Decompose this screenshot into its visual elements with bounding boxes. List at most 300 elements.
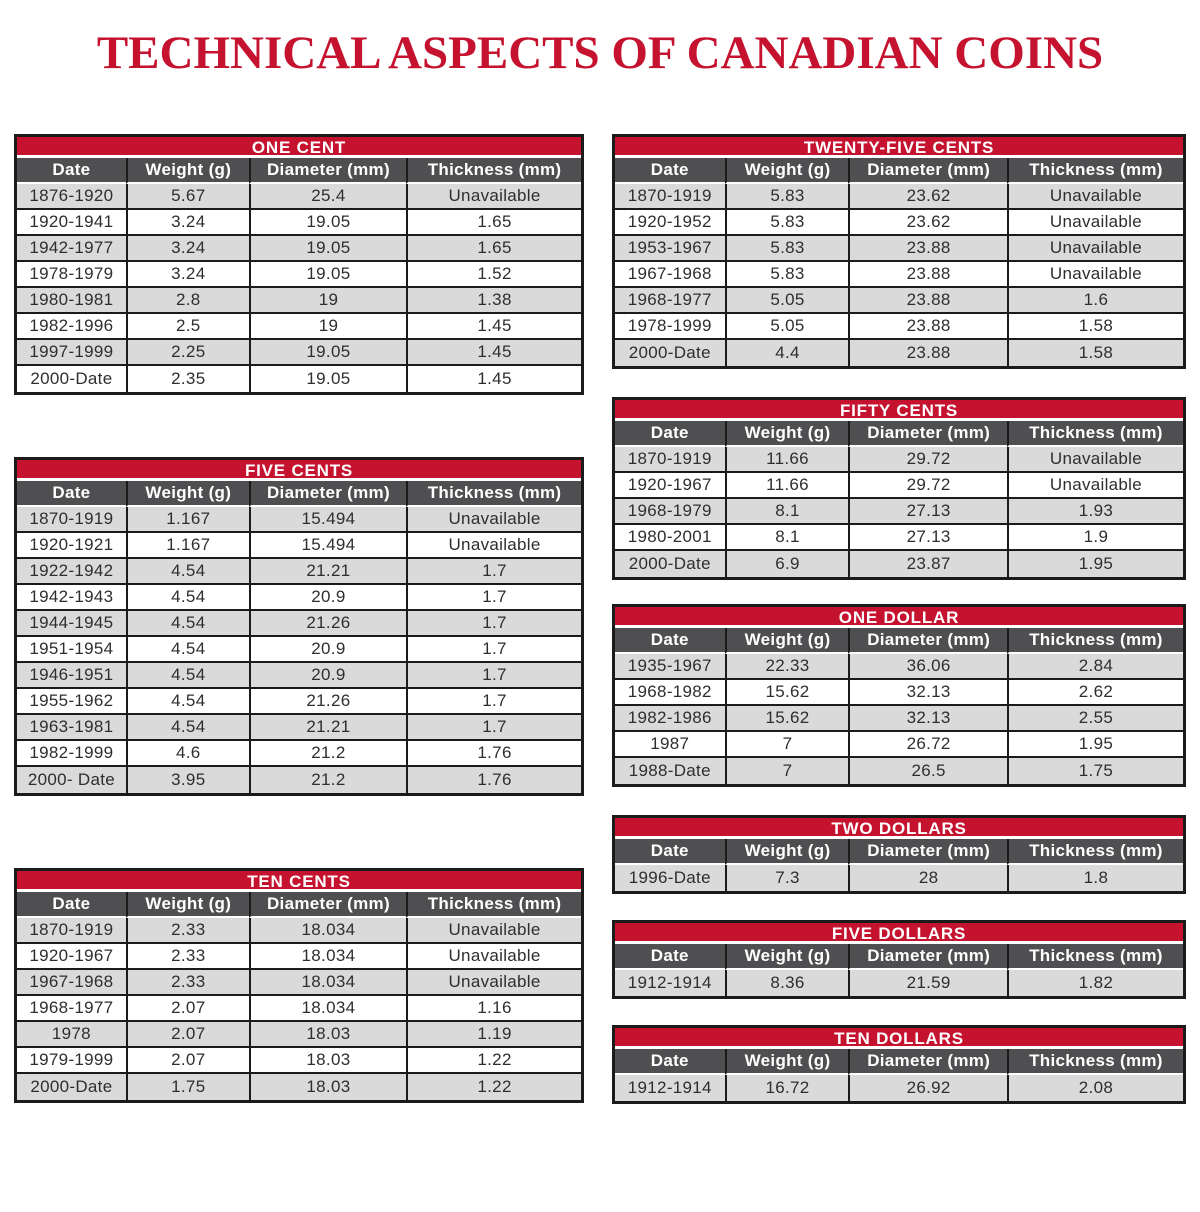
cell: 1980-1981 [17, 288, 126, 314]
cell: 1.82 [1007, 970, 1183, 996]
cell: 2.33 [126, 944, 249, 970]
cell: 7 [725, 758, 849, 784]
column-header: Thickness (mm) [406, 481, 581, 507]
column-header: Thickness (mm) [406, 158, 581, 184]
cell: 1.8 [1007, 865, 1183, 891]
cell: 1988-Date [615, 758, 725, 784]
cell: 1.19 [406, 1022, 581, 1048]
cell: 18.03 [249, 1048, 406, 1074]
table-row [17, 611, 581, 637]
table-row [17, 533, 581, 559]
cell: 1997-1999 [17, 340, 126, 366]
cell: 18.034 [249, 996, 406, 1022]
table-row [615, 314, 1183, 340]
table-row [615, 262, 1183, 288]
table-row [615, 340, 1183, 366]
table-row [615, 706, 1183, 732]
column-header: Weight (g) [126, 892, 249, 918]
cell: Unavailable [406, 918, 581, 944]
table-row [17, 585, 581, 611]
coin-table-one-dollar [612, 604, 1186, 787]
data-table [17, 892, 581, 1100]
cell: 15.62 [725, 680, 849, 706]
column-header: Thickness (mm) [1007, 1049, 1183, 1075]
table-row [615, 865, 1183, 891]
table-row [17, 996, 581, 1022]
cell: 21.59 [848, 970, 1006, 996]
table-row [17, 288, 581, 314]
cell: Unavailable [1007, 210, 1183, 236]
cell: 1.58 [1007, 314, 1183, 340]
cell: 1.7 [406, 637, 581, 663]
cell: 4.54 [126, 689, 249, 715]
cell: 15.62 [725, 706, 849, 732]
coin-table-fifty-cents [612, 397, 1186, 580]
table-row [17, 1022, 581, 1048]
cell: 4.54 [126, 611, 249, 637]
column-header: Diameter (mm) [249, 158, 406, 184]
cell: 1920-1967 [17, 944, 126, 970]
column-header: Diameter (mm) [848, 158, 1006, 184]
header-row [17, 481, 581, 507]
table-row [17, 262, 581, 288]
table-title: FIVE DOLLARS [615, 923, 1183, 944]
cell: 1.9 [1007, 525, 1183, 551]
table-row [17, 944, 581, 970]
cell: 2000-Date [17, 366, 126, 392]
cell: 1944-1945 [17, 611, 126, 637]
cell: 1982-1996 [17, 314, 126, 340]
cell: 1967-1968 [615, 262, 725, 288]
table-row [17, 1074, 581, 1100]
cell: 2.84 [1007, 654, 1183, 680]
cell: 1955-1962 [17, 689, 126, 715]
cell: 2.5 [126, 314, 249, 340]
cell: 19.05 [249, 366, 406, 392]
table-title: FIFTY CENTS [615, 400, 1183, 421]
table-title: TEN DOLLARS [615, 1028, 1183, 1049]
table-row [615, 236, 1183, 262]
cell: 1.45 [406, 314, 581, 340]
cell: 1870-1919 [17, 918, 126, 944]
cell: 21.26 [249, 689, 406, 715]
cell: 1.7 [406, 559, 581, 585]
table-row [615, 473, 1183, 499]
column-header: Date [615, 421, 725, 447]
cell: 1978-1999 [615, 314, 725, 340]
cell: 19.05 [249, 236, 406, 262]
cell: 1963-1981 [17, 715, 126, 741]
column-header: Weight (g) [725, 944, 849, 970]
cell: 5.67 [126, 184, 249, 210]
table-title: ONE CENT [17, 137, 581, 158]
cell: Unavailable [406, 184, 581, 210]
table-row [615, 970, 1183, 996]
cell: 1987 [615, 732, 725, 758]
column-header: Thickness (mm) [406, 892, 581, 918]
table-row [17, 637, 581, 663]
cell: 5.83 [725, 184, 849, 210]
coin-table-twenty-five-cents [612, 134, 1186, 369]
right-column [612, 134, 1186, 1104]
cell: 3.24 [126, 262, 249, 288]
cell: 2000- Date [17, 767, 126, 793]
column-header: Thickness (mm) [1007, 839, 1183, 865]
cell: 7.3 [725, 865, 849, 891]
cell: 18.034 [249, 944, 406, 970]
table-row [17, 559, 581, 585]
column-header: Diameter (mm) [848, 944, 1006, 970]
cell: 23.88 [848, 262, 1006, 288]
cell: 1.7 [406, 715, 581, 741]
column-header: Date [615, 944, 725, 970]
cell: 18.03 [249, 1022, 406, 1048]
cell: 1920-1967 [615, 473, 725, 499]
cell: 1.38 [406, 288, 581, 314]
column-header: Weight (g) [725, 421, 849, 447]
table-row [17, 970, 581, 996]
table-row [17, 918, 581, 944]
cell: 1942-1943 [17, 585, 126, 611]
cell: 23.87 [848, 551, 1006, 577]
cell: Unavailable [1007, 236, 1183, 262]
cell: 1968-1982 [615, 680, 725, 706]
cell: 8.1 [725, 525, 849, 551]
column-header: Weight (g) [126, 481, 249, 507]
cell: 2.35 [126, 366, 249, 392]
cell: 23.62 [848, 210, 1006, 236]
cell: 19.05 [249, 210, 406, 236]
cell: 1946-1951 [17, 663, 126, 689]
table-row [17, 236, 581, 262]
coin-table-one-cent [14, 134, 584, 395]
column-header: Weight (g) [725, 628, 849, 654]
header-row [615, 944, 1183, 970]
cell: 1.75 [1007, 758, 1183, 784]
data-table [17, 481, 581, 793]
table-row [615, 654, 1183, 680]
cell: 29.72 [848, 473, 1006, 499]
cell: 1968-1977 [17, 996, 126, 1022]
table-title: FIVE CENTS [17, 460, 581, 481]
cell: Unavailable [406, 944, 581, 970]
table-row [615, 732, 1183, 758]
header-row [17, 892, 581, 918]
cell: Unavailable [406, 970, 581, 996]
header-row [615, 839, 1183, 865]
column-header: Date [17, 481, 126, 507]
cell: 15.494 [249, 507, 406, 533]
cell: 2.8 [126, 288, 249, 314]
cell: 2.08 [1007, 1075, 1183, 1101]
cell: 8.1 [725, 499, 849, 525]
cell: 1870-1919 [615, 447, 725, 473]
cell: 1870-1919 [17, 507, 126, 533]
cell: 1920-1952 [615, 210, 725, 236]
header-row [615, 421, 1183, 447]
cell: 1967-1968 [17, 970, 126, 996]
cell: 11.66 [725, 447, 849, 473]
cell: 5.83 [725, 236, 849, 262]
cell: 21.2 [249, 741, 406, 767]
table-row [17, 663, 581, 689]
cell: 3.95 [126, 767, 249, 793]
column-header: Date [615, 158, 725, 184]
table-row [17, 314, 581, 340]
column-header: Date [17, 158, 126, 184]
cell: 16.72 [725, 1075, 849, 1101]
cell: 1.76 [406, 767, 581, 793]
column-header: Date [615, 1049, 725, 1075]
cell: 1.6 [1007, 288, 1183, 314]
cell: 1996-Date [615, 865, 725, 891]
cell: Unavailable [1007, 473, 1183, 499]
cell: 4.54 [126, 715, 249, 741]
cell: Unavailable [1007, 184, 1183, 210]
cell: 1.167 [126, 533, 249, 559]
cell: 32.13 [848, 706, 1006, 732]
cell: 20.9 [249, 663, 406, 689]
cell: 21.26 [249, 611, 406, 637]
header-row [17, 158, 581, 184]
coin-table-five-cents [14, 457, 584, 796]
cell: 4.54 [126, 637, 249, 663]
data-table [615, 839, 1183, 891]
table-row [17, 1048, 581, 1074]
cell: 1920-1921 [17, 533, 126, 559]
cell: 5.83 [725, 210, 849, 236]
table-row [615, 447, 1183, 473]
cell: 1978-1979 [17, 262, 126, 288]
cell: Unavailable [1007, 262, 1183, 288]
cell: 1922-1942 [17, 559, 126, 585]
column-header: Thickness (mm) [1007, 421, 1183, 447]
cell: 23.88 [848, 236, 1006, 262]
cell: 4.6 [126, 741, 249, 767]
cell: 18.034 [249, 970, 406, 996]
cell: 21.21 [249, 559, 406, 585]
cell: 1942-1977 [17, 236, 126, 262]
cell: 1.167 [126, 507, 249, 533]
column-header: Date [17, 892, 126, 918]
cell: 1.45 [406, 366, 581, 392]
cell: 1980-2001 [615, 525, 725, 551]
cell: 1.22 [406, 1048, 581, 1074]
cell: 5.05 [725, 288, 849, 314]
cell: 1978 [17, 1022, 126, 1048]
table-row [615, 1075, 1183, 1101]
table-row [17, 715, 581, 741]
coin-table-five-dollars [612, 920, 1186, 999]
cell: 1982-1986 [615, 706, 725, 732]
cell: 1920-1941 [17, 210, 126, 236]
cell: 26.5 [848, 758, 1006, 784]
coin-table-ten-dollars [612, 1025, 1186, 1104]
table-title: TEN CENTS [17, 871, 581, 892]
cell: 21.21 [249, 715, 406, 741]
table-title: ONE DOLLAR [615, 607, 1183, 628]
table-row [615, 525, 1183, 551]
cell: 1.7 [406, 689, 581, 715]
table-row [615, 288, 1183, 314]
column-header: Diameter (mm) [249, 892, 406, 918]
data-table [615, 944, 1183, 996]
cell: 2.07 [126, 996, 249, 1022]
cell: 1953-1967 [615, 236, 725, 262]
data-table [615, 1049, 1183, 1101]
cell: 2.33 [126, 970, 249, 996]
table-title: TWO DOLLARS [615, 818, 1183, 839]
cell: 2000-Date [615, 551, 725, 577]
cell: 3.24 [126, 210, 249, 236]
data-table [615, 421, 1183, 577]
table-row [17, 507, 581, 533]
cell: 7 [725, 732, 849, 758]
cell: 18.034 [249, 918, 406, 944]
cell: 1935-1967 [615, 654, 725, 680]
cell: 2.62 [1007, 680, 1183, 706]
cell: 1968-1977 [615, 288, 725, 314]
column-header: Thickness (mm) [1007, 158, 1183, 184]
column-header: Weight (g) [126, 158, 249, 184]
table-title: TWENTY-FIVE CENTS [615, 137, 1183, 158]
cell: 23.88 [848, 340, 1006, 366]
cell: 1.95 [1007, 732, 1183, 758]
column-header: Diameter (mm) [848, 1049, 1006, 1075]
table-row [615, 499, 1183, 525]
data-table [615, 628, 1183, 784]
cell: 2000-Date [17, 1074, 126, 1100]
column-header: Diameter (mm) [848, 421, 1006, 447]
cell: 1.22 [406, 1074, 581, 1100]
cell: 5.83 [725, 262, 849, 288]
tables-layout [14, 134, 1186, 1104]
cell: 20.9 [249, 637, 406, 663]
cell: 1912-1914 [615, 970, 725, 996]
cell: 1.16 [406, 996, 581, 1022]
header-row [615, 628, 1183, 654]
cell: 20.9 [249, 585, 406, 611]
cell: 23.62 [848, 184, 1006, 210]
cell: 1.95 [1007, 551, 1183, 577]
cell: 4.54 [126, 663, 249, 689]
cell: 1.52 [406, 262, 581, 288]
cell: 1.7 [406, 585, 581, 611]
cell: 1.76 [406, 741, 581, 767]
cell: 1912-1914 [615, 1075, 725, 1101]
table-row [615, 680, 1183, 706]
column-header: Thickness (mm) [1007, 944, 1183, 970]
cell: 18.03 [249, 1074, 406, 1100]
data-table [17, 158, 581, 392]
table-row [17, 689, 581, 715]
table-row [615, 184, 1183, 210]
cell: 1876-1920 [17, 184, 126, 210]
cell: 28 [848, 865, 1006, 891]
header-row [615, 1049, 1183, 1075]
cell: 2.55 [1007, 706, 1183, 732]
cell: 19.05 [249, 340, 406, 366]
cell: 2.07 [126, 1022, 249, 1048]
cell: 3.24 [126, 236, 249, 262]
cell: 2.33 [126, 918, 249, 944]
cell: 29.72 [848, 447, 1006, 473]
cell: 1951-1954 [17, 637, 126, 663]
cell: 1870-1919 [615, 184, 725, 210]
cell: Unavailable [406, 533, 581, 559]
cell: 4.54 [126, 585, 249, 611]
table-row [615, 551, 1183, 577]
cell: 1.7 [406, 663, 581, 689]
cell: 4.4 [725, 340, 849, 366]
cell: 1.75 [126, 1074, 249, 1100]
cell: 11.66 [725, 473, 849, 499]
cell: 26.92 [848, 1075, 1006, 1101]
cell: 1982-1999 [17, 741, 126, 767]
cell: 6.9 [725, 551, 849, 577]
cell: 2000-Date [615, 340, 725, 366]
cell: 8.36 [725, 970, 849, 996]
left-column [14, 134, 584, 1104]
cell: 21.2 [249, 767, 406, 793]
table-row [17, 767, 581, 793]
column-header: Date [615, 628, 725, 654]
cell: 19 [249, 288, 406, 314]
cell: Unavailable [406, 507, 581, 533]
table-row [17, 340, 581, 366]
coin-table-two-dollars [612, 815, 1186, 894]
header-row [615, 158, 1183, 184]
cell: 5.05 [725, 314, 849, 340]
column-header: Weight (g) [725, 158, 849, 184]
cell: 23.88 [848, 288, 1006, 314]
cell: 23.88 [848, 314, 1006, 340]
cell: 19.05 [249, 262, 406, 288]
page-title: TECHNICAL ASPECTS OF CANADIAN COINS [96, 27, 1104, 79]
cell: 1968-1979 [615, 499, 725, 525]
cell: 1.7 [406, 611, 581, 637]
coin-table-ten-cents [14, 868, 584, 1103]
cell: 25.4 [249, 184, 406, 210]
cell: 1.93 [1007, 499, 1183, 525]
cell: 1.58 [1007, 340, 1183, 366]
cell: 26.72 [848, 732, 1006, 758]
cell: 15.494 [249, 533, 406, 559]
cell: 36.06 [848, 654, 1006, 680]
column-header: Diameter (mm) [848, 628, 1006, 654]
column-header: Weight (g) [725, 839, 849, 865]
column-header: Thickness (mm) [1007, 628, 1183, 654]
column-header: Diameter (mm) [848, 839, 1006, 865]
cell: 1.65 [406, 236, 581, 262]
cell: Unavailable [1007, 447, 1183, 473]
cell: 1.45 [406, 340, 581, 366]
table-row [615, 210, 1183, 236]
table-row [17, 210, 581, 236]
cell: 22.33 [725, 654, 849, 680]
column-header: Weight (g) [725, 1049, 849, 1075]
cell: 32.13 [848, 680, 1006, 706]
cell: 2.07 [126, 1048, 249, 1074]
cell: 1.65 [406, 210, 581, 236]
table-row [17, 741, 581, 767]
table-row [17, 184, 581, 210]
column-header: Diameter (mm) [249, 481, 406, 507]
table-row [615, 758, 1183, 784]
cell: 1979-1999 [17, 1048, 126, 1074]
table-row [17, 366, 581, 392]
cell: 2.25 [126, 340, 249, 366]
